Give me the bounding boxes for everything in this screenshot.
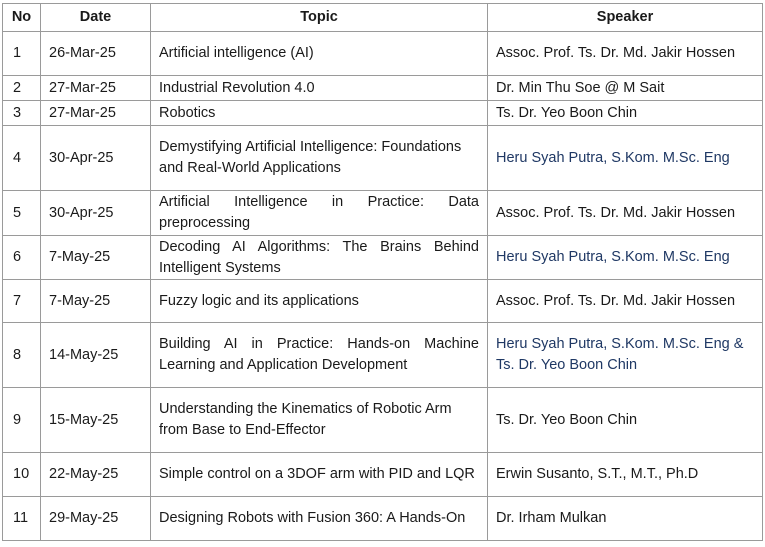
row-speaker: Assoc. Prof. Ts. Dr. Md. Jakir Hossen: [488, 280, 763, 323]
row-date: 7-May-25: [41, 280, 151, 323]
row-topic: Understanding the Kinematics of Robotic Arm from Base to End-Effector: [151, 388, 488, 453]
table-row: [3, 453, 763, 497]
row-date: 22-May-25: [41, 453, 151, 497]
row-speaker: Heru Syah Putra, S.Kom. M.Sc. Eng & Ts. Dr. Yeo Boon Chin: [488, 323, 763, 388]
header-topic: Topic: [151, 4, 488, 32]
row-date: 14-May-25: [41, 323, 151, 388]
row-date: 30-Apr-25: [41, 126, 151, 191]
row-date: 27-Mar-25: [41, 76, 151, 101]
row-speaker: Assoc. Prof. Ts. Dr. Md. Jakir Hossen: [488, 32, 763, 76]
row-speaker: Dr. Min Thu Soe @ M Sait: [488, 76, 763, 101]
row-speaker: Ts. Dr. Yeo Boon Chin: [488, 101, 763, 126]
row-speaker: Erwin Susanto, S.T., M.T., Ph.D: [488, 453, 763, 497]
row-speaker: Heru Syah Putra, S.Kom. M.Sc. Eng: [488, 236, 763, 280]
table-row: [3, 76, 763, 101]
table-row: [3, 236, 763, 280]
row-no: 4: [3, 126, 41, 191]
row-topic: Simple control on a 3DOF arm with PID and LQR: [151, 453, 488, 497]
row-no: 5: [3, 191, 41, 236]
row-date: 26-Mar-25: [41, 32, 151, 76]
row-no: 11: [3, 497, 41, 541]
table-row: [3, 323, 763, 388]
table-row: [3, 497, 763, 541]
row-topic: Artificial intelligence (AI): [151, 32, 488, 76]
row-speaker: Ts. Dr. Yeo Boon Chin: [488, 388, 763, 453]
row-topic: Decoding AI Algorithms: The Brains Behind Intelligent Systems: [151, 236, 488, 280]
table-row: [3, 191, 763, 236]
row-speaker: Dr. Irham Mulkan: [488, 497, 763, 541]
row-no: 7: [3, 280, 41, 323]
row-date: 27-Mar-25: [41, 101, 151, 126]
row-date: 7-May-25: [41, 236, 151, 280]
row-topic: Demystifying Artificial Intelligence: Foundations and Real-World Applications: [151, 126, 488, 191]
row-no: 1: [3, 32, 41, 76]
row-no: 6: [3, 236, 41, 280]
row-no: 2: [3, 76, 41, 101]
row-topic: Artificial Intelligence in Practice: Data preprocessing: [151, 191, 488, 236]
row-date: 29-May-25: [41, 497, 151, 541]
header-date: Date: [41, 4, 151, 32]
row-topic: Industrial Revolution 4.0: [151, 76, 488, 101]
header-speaker: Speaker: [488, 4, 763, 32]
row-no: 9: [3, 388, 41, 453]
table-row: [3, 101, 763, 126]
table-row: [3, 126, 763, 191]
row-no: 10: [3, 453, 41, 497]
header-no: No: [3, 4, 41, 32]
row-topic: Building AI in Practice: Hands-on Machine Learning and Application Development: [151, 323, 488, 388]
row-speaker: Assoc. Prof. Ts. Dr. Md. Jakir Hossen: [488, 191, 763, 236]
row-topic: Robotics: [151, 101, 488, 126]
row-topic: Fuzzy logic and its applications: [151, 280, 488, 323]
row-no: 8: [3, 323, 41, 388]
header-row: [3, 4, 763, 32]
row-speaker: Heru Syah Putra, S.Kom. M.Sc. Eng: [488, 126, 763, 191]
row-date: 30-Apr-25: [41, 191, 151, 236]
schedule-table: [2, 3, 763, 541]
row-date: 15-May-25: [41, 388, 151, 453]
table-row: [3, 32, 763, 76]
row-no: 3: [3, 101, 41, 126]
table-row: [3, 280, 763, 323]
table-row: [3, 388, 763, 453]
row-topic: Designing Robots with Fusion 360: A Hands-On: [151, 497, 488, 541]
